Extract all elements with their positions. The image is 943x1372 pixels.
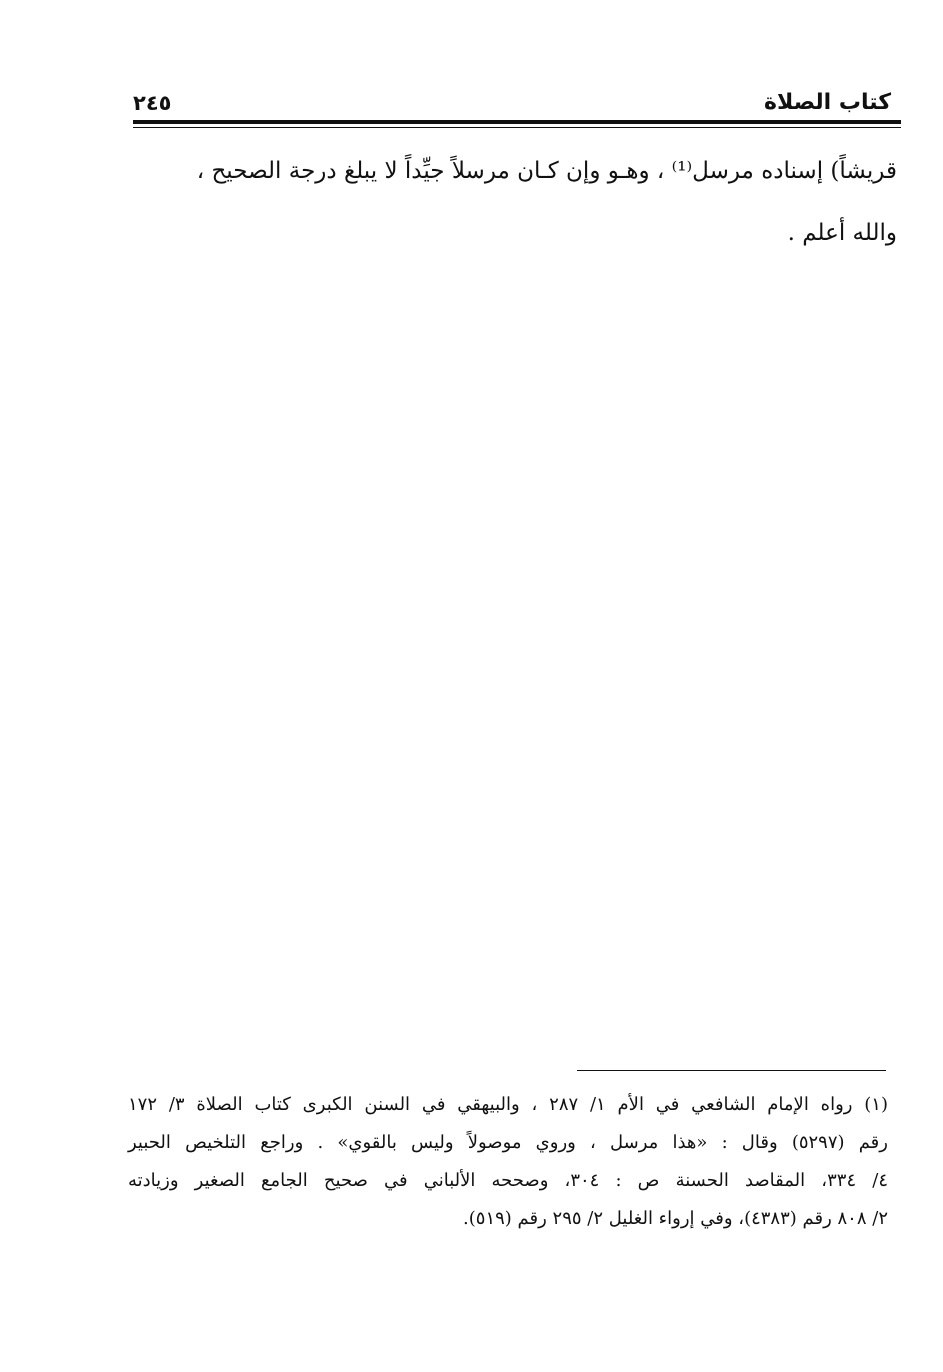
running-header <box>133 88 891 120</box>
footnote-line: رقم (٥٢٩٧) وقال : «هذا مرسل ، وروي موصولاً وليس بالقوي» . وراجع التلخيص الحبير <box>128 1132 888 1153</box>
main-text <box>135 140 897 264</box>
footnote-line: ٢/ ٨٠٨ رقم (٤٣٨٣)، وفي إرواء الغليل ٢/ ٢٩٥ رقم (٥١٩). <box>463 1208 888 1229</box>
footnote-line: (١) رواه الإمام الشافعي في الأم ١/ ٢٨٧ ، والبيهقي في السنن الكبرى كتاب الصلاة ٣/ ١٧٢ <box>128 1094 888 1115</box>
footnote-line: ٤/ ٣٣٤، المقاصد الحسنة ص : ٣٠٤، وصححه الألباني في صحيح الجامع الصغير وزيادته <box>128 1170 888 1191</box>
footnotes <box>128 1086 888 1238</box>
page-number: ٢٤٥ <box>133 91 172 115</box>
footnote-separator <box>577 1070 886 1071</box>
body-line: قريشاً) إسناده مرسل⁽¹⁾ ، وهـو وإن كـان مرسلاً جيِّداً لا يبلغ درجة الصحيح ، <box>196 158 897 184</box>
header-rule-thick <box>133 120 901 124</box>
header-rule-thin <box>133 127 901 128</box>
chapter-title: كتاب الصلاة <box>764 90 891 115</box>
body-line: والله أعلم . <box>787 220 897 246</box>
